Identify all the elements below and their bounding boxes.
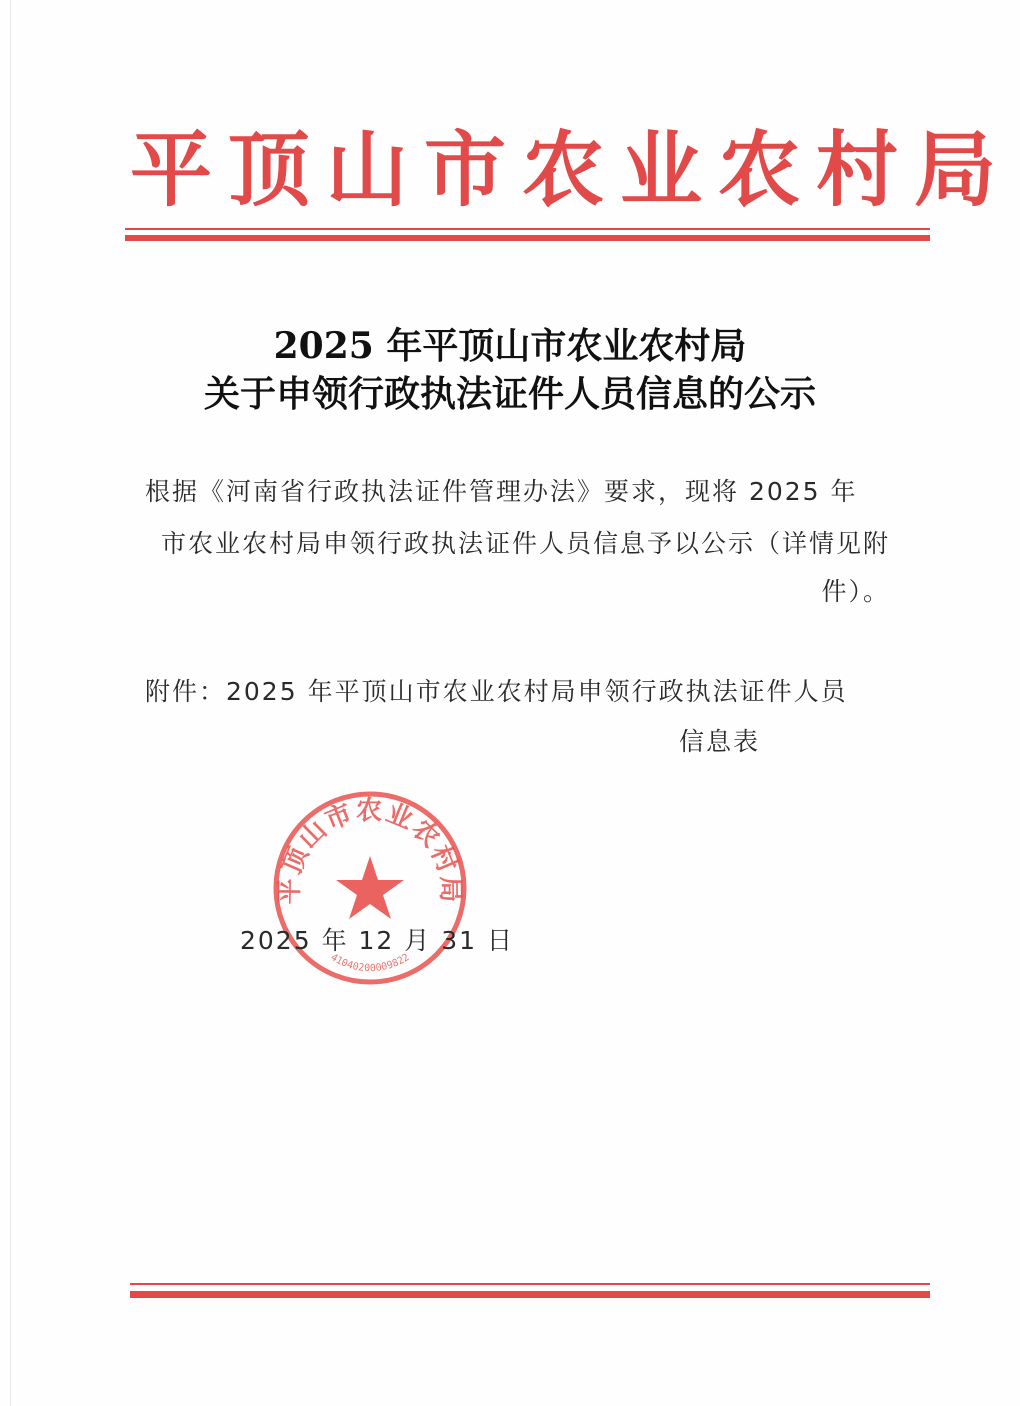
letterhead-rule-thick [125,235,930,241]
scan-edge [10,0,11,1406]
body-paragraph-line2: 市农业农村局申领行政执法证件人员信息予以公示（详情见附 [160,529,890,558]
letterhead-rule-thin [125,228,930,230]
body-paragraph-line1: 根据《河南省行政执法证件管理办法》要求，现将 2025 年 [145,477,858,506]
footer-rule-thin [130,1283,930,1285]
footer-rule-thick [130,1291,930,1298]
seal-star-icon [336,856,404,919]
seal-text: 平顶山市农业农村局 [274,796,466,905]
attachment-line1: 附件：2025 年平顶山市农业农村局申领行政执法证件人员 [145,677,848,706]
signature-date: 2025 年 12 月 31 日 [240,926,514,955]
document-title-line2: 关于申领行政执法证件人员信息的公示 [203,373,816,415]
official-seal [270,788,470,988]
document-title-line1: 2025 年平顶山市农业农村局 [273,325,747,367]
body-paragraph-line3: 件）。 [821,577,890,606]
attachment-line2: 信息表 [678,727,760,756]
letterhead-org-name: 平顶山市农业农村局 [130,122,1013,218]
seal-number: 41040200009822 [328,951,412,975]
